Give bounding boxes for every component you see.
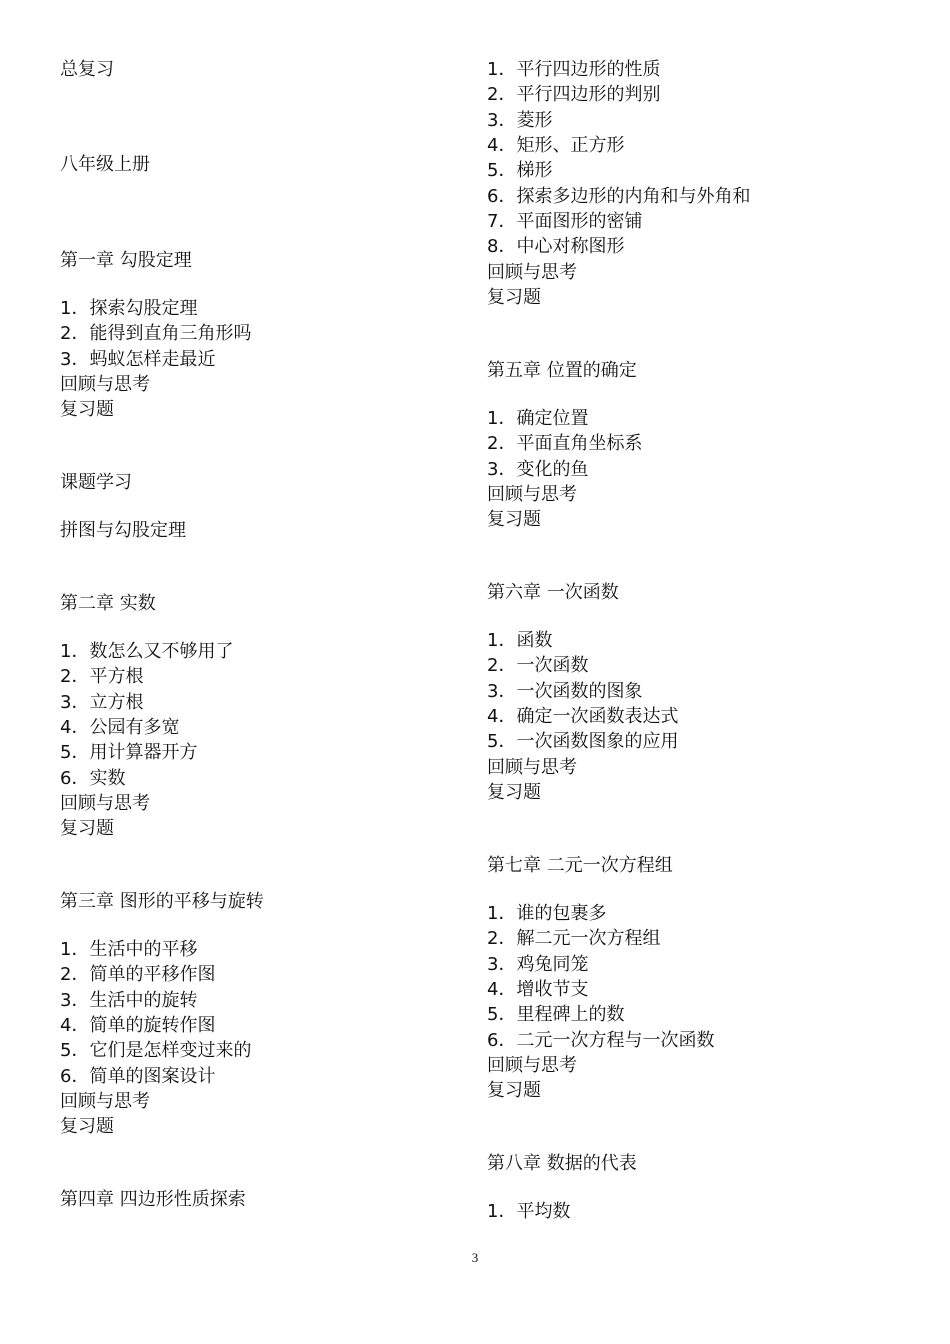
toc-entry: 4．确定一次函数表达式 [487,706,679,727]
toc-entry: 复习题 [60,1116,114,1137]
toc-entry: 2．平方根 [60,666,144,687]
toc-entry: 3．变化的鱼 [487,459,589,480]
toc-entry: 4．增收节支 [487,979,589,1000]
toc-entry: 回顾与思考 [487,1055,577,1076]
toc-entry: 4．简单的旋转作图 [60,1015,216,1036]
toc-entry: 6．简单的图案设计 [60,1066,216,1087]
toc-entry: 复习题 [60,399,114,420]
toc-entry: 2．能得到直角三角形吗 [60,323,252,344]
toc-entry: 复习题 [487,1080,541,1101]
toc-entry: 1．确定位置 [487,408,589,429]
toc-entry: 1．谁的包裹多 [487,903,607,924]
toc-entry: 复习题 [487,287,541,308]
toc-entry: 3．蚂蚁怎样走最近 [60,349,216,370]
toc-entry: 1．探索勾股定理 [60,298,198,319]
toc-entry: 2．解二元一次方程组 [487,928,661,949]
toc-entry: 1．数怎么又不够用了 [60,641,234,662]
toc-entry: 2．简单的平移作图 [60,964,216,985]
toc-entry: 2．一次函数 [487,655,589,676]
toc-entry: 回顾与思考 [487,262,577,283]
toc-entry: 7．平面图形的密铺 [487,211,643,232]
chapter-title: 第六章 一次函数 [487,582,619,603]
toc-entry: 回顾与思考 [487,484,577,505]
toc-entry: 回顾与思考 [487,757,577,778]
toc-entry: 3．一次函数的图象 [487,681,643,702]
toc-entry: 6．实数 [60,768,126,789]
toc-entry: 5．里程碑上的数 [487,1004,625,1025]
toc-entry: 2．平面直角坐标系 [487,433,643,454]
toc-entry: 5．用计算器开方 [60,742,198,763]
toc-entry: 复习题 [60,818,114,839]
toc-entry: 4．公园有多宽 [60,717,180,738]
toc-entry: 回顾与思考 [60,374,150,395]
chapter-title: 第二章 实数 [60,593,156,614]
toc-entry: 2．平行四边形的判别 [487,84,661,105]
toc-entry: 6．二元一次方程与一次函数 [487,1030,715,1051]
toc-entry: 3．鸡兔同笼 [487,954,589,975]
chapter-title: 第五章 位置的确定 [487,360,637,381]
toc-entry: 3．菱形 [487,110,553,131]
toc-entry: 1．平均数 [487,1201,571,1222]
toc-entry: 3．立方根 [60,692,144,713]
toc-entry: 回顾与思考 [60,1091,150,1112]
toc-entry: 6．探索多边形的内角和与外角和 [487,186,751,207]
toc-heading: 八年级上册 [60,154,150,175]
toc-entry: 1．函数 [487,630,553,651]
toc-entry: 5．梯形 [487,160,553,181]
toc-entry: 复习题 [487,782,541,803]
page-number: 3 [471,1250,479,1265]
chapter-title: 第一章 勾股定理 [60,250,192,271]
toc-entry: 拼图与勾股定理 [60,520,186,541]
section-title: 课题学习 [60,472,132,493]
toc-entry: 1．生活中的平移 [60,939,198,960]
chapter-title: 第四章 四边形性质探索 [60,1189,246,1210]
toc-heading: 总复习 [60,59,114,80]
toc-entry: 5．它们是怎样变过来的 [60,1040,252,1061]
chapter-title: 第三章 图形的平移与旋转 [60,891,264,912]
chapter-title: 第七章 二元一次方程组 [487,855,673,876]
toc-entry: 复习题 [487,509,541,530]
toc-entry: 3．生活中的旋转 [60,990,198,1011]
toc-entry: 4．矩形、正方形 [487,135,625,156]
toc-entry: 5．一次函数图象的应用 [487,731,679,752]
toc-entry: 回顾与思考 [60,793,150,814]
toc-entry: 8．中心对称图形 [487,236,625,257]
chapter-title: 第八章 数据的代表 [487,1153,637,1174]
toc-entry: 1．平行四边形的性质 [487,59,661,80]
